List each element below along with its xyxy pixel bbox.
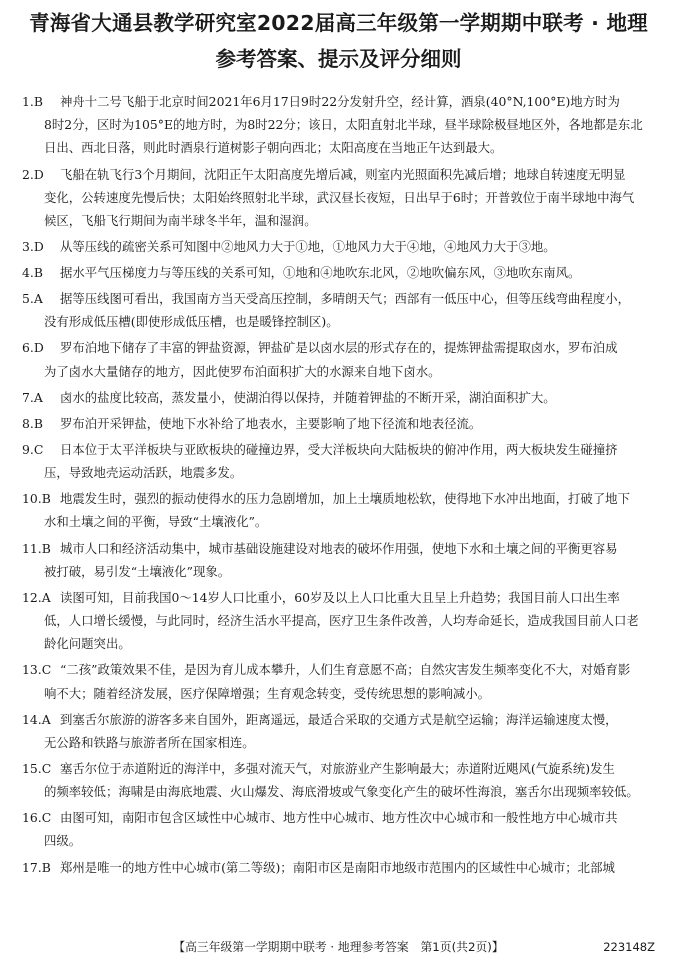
answer-number: 14.A (22, 711, 51, 727)
answer-line (22, 487, 658, 510)
answer-text: 据等压线图可看出，我国南方当天受高压控制，多晴朗天气；西部有一低压中心，但等压线弯曲程度小， (60, 291, 630, 307)
footer-code: 223148Z (603, 940, 655, 954)
answer-text: 被打破，易引发“土壤液化”现象。 (44, 563, 231, 579)
answer-text: 变化，公转速度先慢后快；太阳始终照射北半球，武汉昼长夜短，日出早于6时；开普敦位于南半球地中海气 (44, 189, 635, 205)
answer-line (22, 856, 658, 879)
document-title: 青海省大通县教学研究室2022届高三年级第一学期期中联考 · 地理 (29, 11, 648, 35)
answer-text: 低，人口增长缓慢，与此同时，经济生活水平提高，医疗卫生条件改善，人均寿命延长，造成我国目前人口老 (44, 613, 639, 629)
answer-item (22, 386, 658, 409)
answer-number: 15.C (22, 760, 52, 776)
answer-line (22, 360, 658, 383)
answer-number: 6.D (22, 340, 44, 356)
answer-line (22, 90, 658, 113)
answer-number: 2.D (22, 166, 44, 182)
answer-line (22, 829, 658, 852)
answer-item (22, 856, 658, 879)
answer-text: 日本位于太平洋板块与亚欧板块的碰撞边界，受大洋板块向大陆板块的俯冲作用，两大板块发生碰撞挤 (60, 441, 618, 457)
answer-item (22, 261, 658, 284)
answer-line (22, 438, 658, 461)
answer-number: 7.A (22, 389, 43, 405)
answer-line (22, 412, 658, 435)
answer-number: 1.B (22, 94, 43, 109)
answer-text: 8时2分，区时为105°E的地方时，为8时22分；该日，太阳直射北半球，昼半球除极昼地区外，各地都是东北 (44, 117, 643, 133)
answer-line (22, 386, 658, 409)
answer-item (22, 487, 658, 533)
answer-line (22, 560, 658, 583)
answer-number: 4.B (22, 265, 43, 281)
page-footer (0, 938, 677, 958)
answer-number: 11.B (22, 540, 51, 556)
answer-text: 四级。 (44, 833, 82, 849)
answer-text: 候区，飞船飞行期间为南半球冬半年，温和湿润。 (44, 212, 317, 228)
answer-number: 12.A (22, 589, 51, 605)
answer-number: 10.B (22, 491, 51, 507)
answer-text: 神舟十二号飞船于北京时间2021年6月17日9时22分发射升空，经计算，酒泉(40°N,100°E)地方时为 (60, 94, 620, 109)
answer-number: 13.C (22, 662, 52, 678)
answer-text: 的频率较低；海啸是由海底地震、火山爆发、海底滑坡或气象变化产生的破坏性海浪，塞舌尔出现频率较低。 (44, 784, 639, 800)
answer-item (22, 235, 658, 258)
answer-line (22, 113, 658, 136)
answer-item (22, 163, 658, 233)
answer-line (22, 632, 658, 655)
answer-line (22, 287, 658, 310)
answer-number: 8.B (22, 415, 43, 431)
answer-text: 没有形成低压槽(即使形成低压槽，也是暖锋控制区)。 (44, 314, 339, 330)
answer-line (22, 609, 658, 632)
answer-line (22, 757, 658, 780)
answer-line (22, 708, 658, 731)
answer-item (22, 336, 658, 382)
answer-line (22, 780, 658, 803)
answer-item (22, 586, 658, 656)
answer-item (22, 438, 658, 484)
answer-text: 地震发生时，强烈的振动使得水的压力急剧增加，加上土壤质地松软，使得地下水冲出地面，打破了地下 (60, 491, 630, 507)
answer-item (22, 90, 658, 160)
answer-item (22, 658, 658, 704)
answer-text: 由图可知，南阳市包含区域性中心城市、地方性中心城市、地方性次中心城市和一般性地方中心城市共 (60, 810, 618, 826)
answer-item (22, 287, 658, 333)
answer-line (22, 186, 658, 209)
answer-text: 从等压线的疏密关系可知图中②地风力大于①地，①地风力大于④地，④地风力大于③地。 (60, 239, 556, 254)
answer-line (22, 461, 658, 484)
answer-list (22, 90, 658, 882)
answer-text: 罗布泊地下储存了丰富的钾盐资源，钾盐矿是以卤水层的形式存在的，提炼钾盐需提取卤水，罗布泊成 (60, 340, 618, 356)
answer-item (22, 537, 658, 583)
answer-text: 卤水的盐度比较高，蒸发量小，使湖泊得以保持，并随着钾盐的不断开采，湖泊面积扩大。 (60, 389, 556, 405)
answer-text: 塞舌尔位于赤道附近的海洋中，多强对流天气，对旅游业产生影响最大；赤道附近飓风(气旋系统)发生 (60, 760, 615, 776)
answer-text: 响不大；随着经济发展，医疗保障增强；生育观念转变，受传统思想的影响减小。 (44, 685, 491, 701)
answer-text: 无公路和铁路与旅游者所在国家相连。 (44, 734, 255, 750)
answer-number: 9.C (22, 441, 44, 457)
answer-text: 龄化问题突出。 (44, 636, 131, 652)
answer-text: 据水平气压梯度力与等压线的关系可知，①地和④地吹东北风，②地吹偏东风，③地吹东南风。 (60, 265, 581, 281)
answer-text: 罗布泊开采钾盐，使地下水补给了地表水，主要影响了地下径流和地表径流。 (60, 415, 482, 431)
answer-line (22, 731, 658, 754)
answer-line (22, 336, 658, 359)
answer-number: 17.B (22, 859, 51, 875)
answer-line (22, 261, 658, 284)
answer-line (22, 136, 658, 159)
answer-text: 到塞舌尔旅游的游客多来自国外，距离遥远，最适合采取的交通方式是航空运输；海洋运输速度太慢， (60, 711, 618, 727)
answer-item (22, 412, 658, 435)
answer-text: “二孩”政策效果不佳，是因为育儿成本攀升，人们生育意愿不高；自然灾害发生频率变化不大，对婚育影 (60, 662, 631, 678)
answer-line (22, 682, 658, 705)
answer-number: 5.A (22, 291, 43, 307)
answer-line (22, 235, 658, 258)
footer-page-info: 【高三年级第一学期期中联考 · 地理参考答案 第1页(共2页)】 (173, 940, 504, 954)
answer-item (22, 806, 658, 852)
answer-text: 压，导致地壳运动活跃，地震多发。 (44, 465, 243, 481)
answer-line (22, 658, 658, 681)
answer-line (22, 310, 658, 333)
answer-line (22, 163, 658, 186)
document-subtitle: 参考答案、提示及评分细则 (215, 47, 462, 71)
answer-line (22, 806, 658, 829)
answer-item (22, 708, 658, 754)
answer-number: 3.D (22, 239, 44, 254)
answer-text: 水和土壤之间的平衡，导致“土壤液化”。 (44, 514, 268, 530)
answer-text: 日出、西北日落，则此时酒泉行道树影子朝向西北；太阳高度在当地正午达到最大。 (44, 140, 503, 156)
answer-line (22, 537, 658, 560)
answer-line (22, 510, 658, 533)
answer-number: 16.C (22, 810, 52, 826)
answer-text: 飞船在轨飞行3个月期间，沈阳正午太阳高度先增后减，则室内光照面积先减后增；地球自转速度无明显 (60, 166, 626, 182)
answer-item (22, 757, 658, 803)
answer-text: 读图可知，目前我国0～14岁人口比重小，60岁及以上人口比重大且呈上升趋势；我国目前人口出生率 (60, 589, 620, 605)
answer-text: 为了卤水大量储存的地方，因此使罗布泊面积扩大的水源来自地下卤水。 (44, 363, 441, 379)
answer-text: 城市人口和经济活动集中，城市基础设施建设对地表的破坏作用强，使地下水和土壤之间的平衡更容易 (60, 540, 618, 556)
answer-line (22, 586, 658, 609)
answer-line (22, 209, 658, 232)
answer-text: 郑州是唯一的地方性中心城市(第二等级)；南阳市区是南阳市地级市范围内的区域性中心城市；北部城 (60, 859, 615, 875)
